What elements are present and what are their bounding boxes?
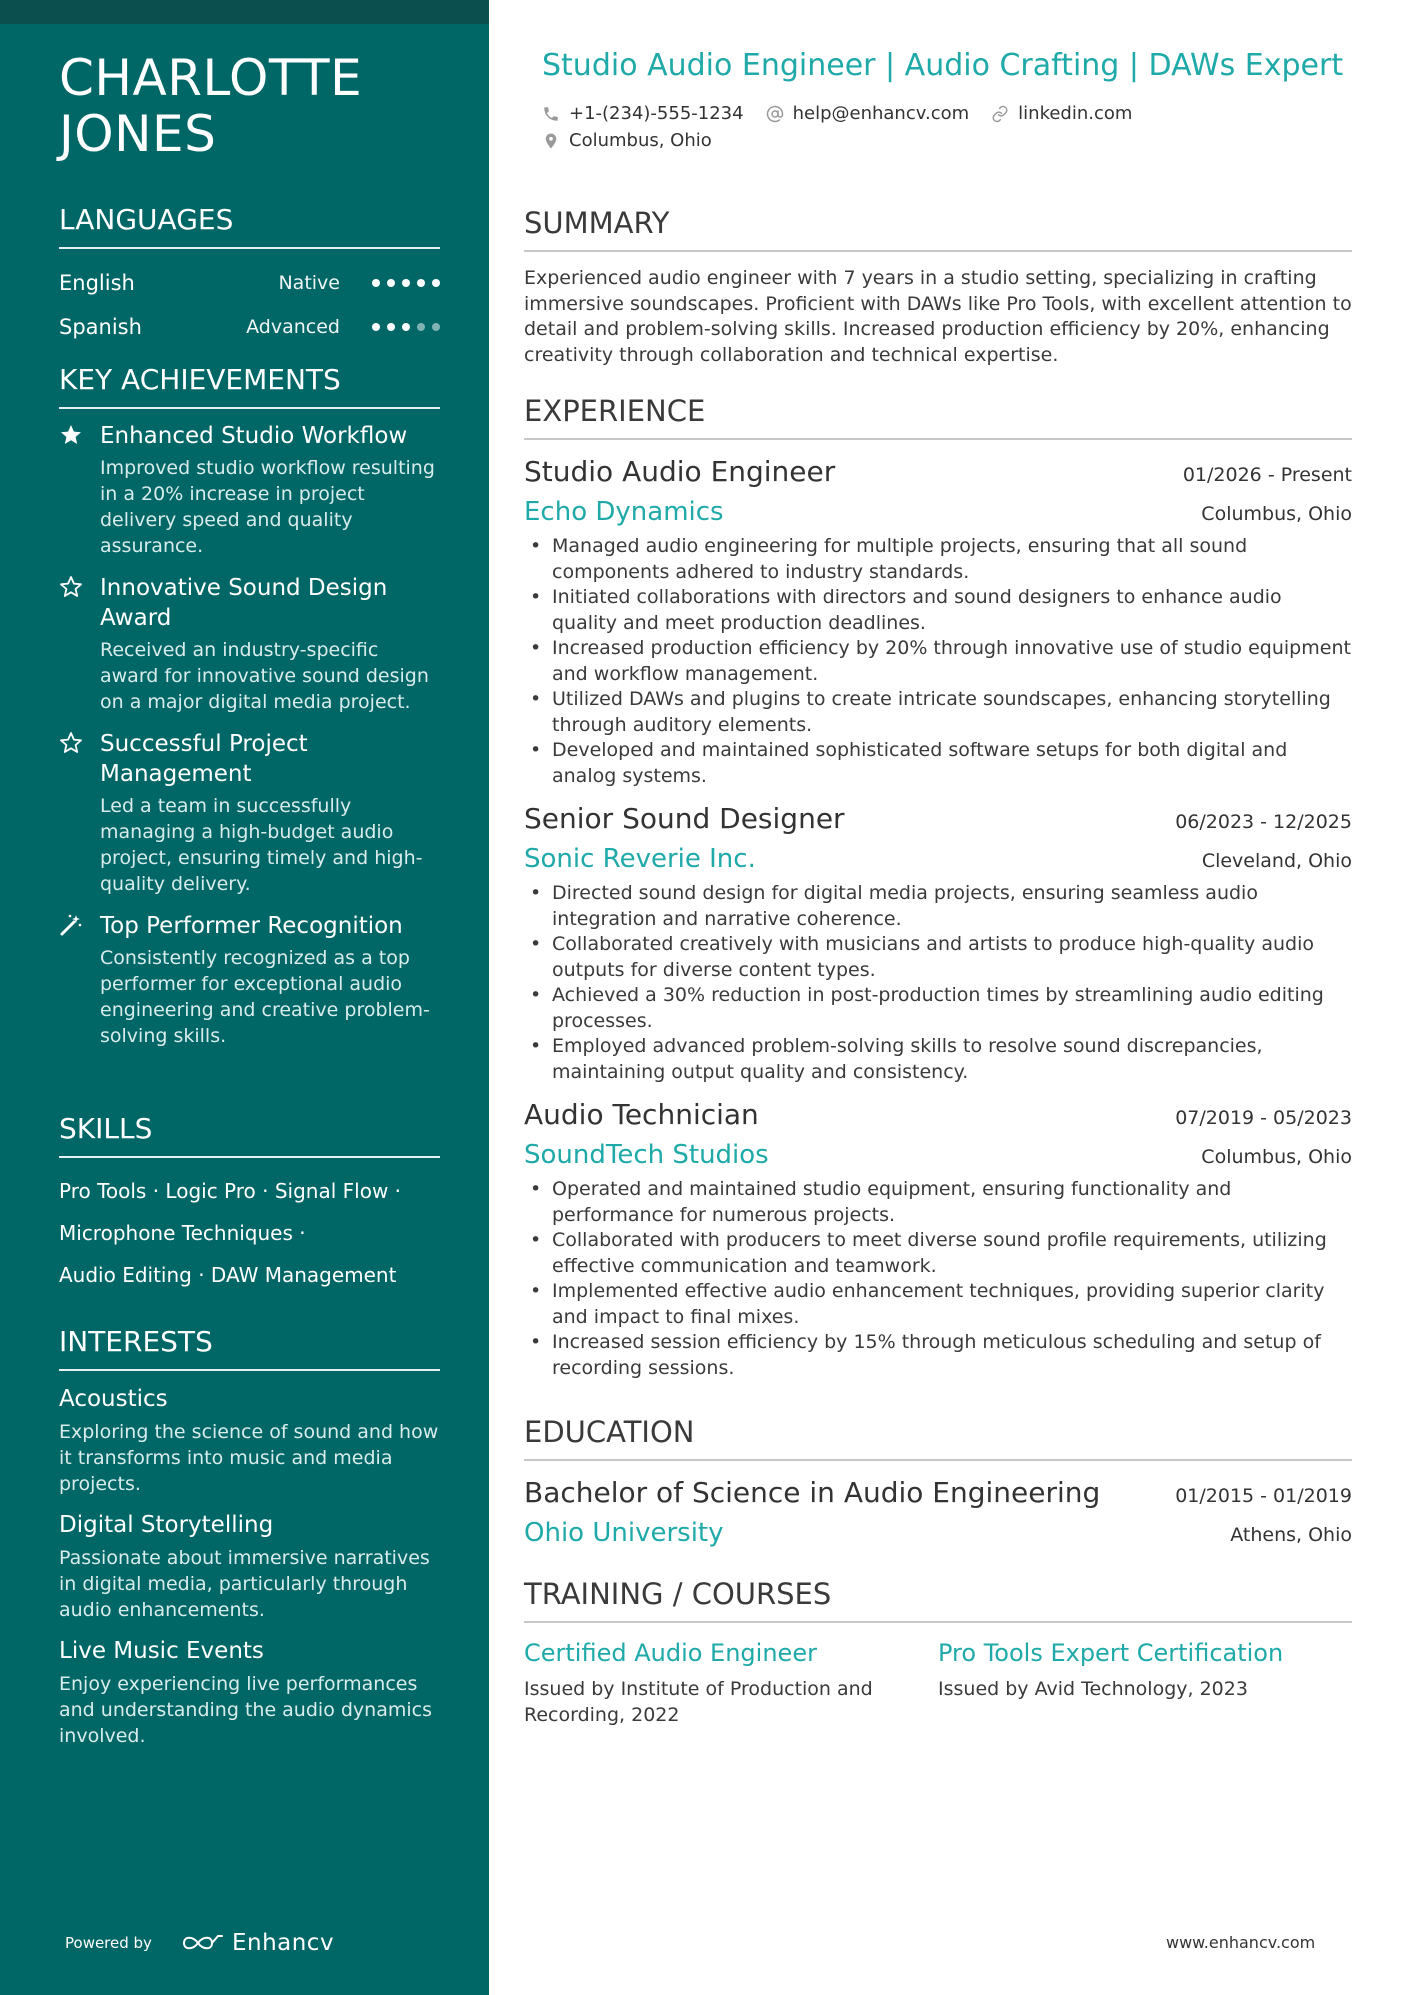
candidate-name: CHARLOTTE JONES bbox=[59, 49, 363, 163]
languages-title: LANGUAGES bbox=[59, 203, 440, 249]
achievement-title: Innovative Sound Design Award bbox=[100, 575, 388, 631]
job-location: Cleveland, Ohio bbox=[1201, 850, 1352, 872]
job-dates: 07/2019 - 05/2023 bbox=[1175, 1107, 1352, 1129]
dot-off bbox=[417, 323, 425, 331]
school-name: Ohio University bbox=[524, 1518, 724, 1548]
achievements-section bbox=[59, 363, 440, 1063]
course-title: Pro Tools Expert Certification bbox=[938, 1639, 1284, 1667]
language-row bbox=[59, 305, 440, 349]
skills-line: Audio Editing · DAW Management bbox=[59, 1263, 397, 1287]
job-title: Studio Audio Engineer bbox=[524, 455, 836, 488]
skills-section bbox=[59, 1112, 440, 1296]
contact-row bbox=[542, 127, 1154, 154]
experience-section bbox=[524, 394, 1352, 1393]
job-bullet: • Achieved a 30% reduction in post-production times by streamlining audio editing processes. bbox=[524, 983, 1352, 1034]
contact-row bbox=[542, 100, 1154, 127]
link-icon bbox=[991, 105, 1009, 123]
job-bullet: • Increased session efficiency by 15% through meticulous scheduling and setup of recording sessions. bbox=[524, 1330, 1352, 1381]
magic-wand-icon bbox=[59, 913, 83, 937]
proficiency-dots bbox=[372, 323, 440, 331]
achievement-item bbox=[59, 421, 440, 559]
achievement-title: Top Performer Recognition bbox=[100, 913, 403, 939]
job-dates: 06/2023 - 12/2025 bbox=[1175, 811, 1352, 833]
proficiency-dots bbox=[372, 279, 440, 287]
job-entry bbox=[524, 454, 1352, 789]
education-section bbox=[524, 1415, 1352, 1551]
skills-line: Microphone Techniques · bbox=[59, 1221, 306, 1245]
languages-section bbox=[59, 203, 440, 349]
interest-desc: Passionate about immersive narratives in digital media, particularly through audio enhancements. bbox=[59, 1547, 430, 1621]
interest-title: Digital Storytelling bbox=[59, 1512, 274, 1538]
education-title: EDUCATION bbox=[524, 1415, 1352, 1461]
job-bullets bbox=[524, 1177, 1352, 1381]
job-title: Audio Technician bbox=[524, 1098, 759, 1131]
star-outline-icon bbox=[59, 731, 83, 755]
job-bullet: • Operated and maintained studio equipment, ensuring functionality and performance for numerous projects. bbox=[524, 1177, 1352, 1228]
powered-by-label: Powered by bbox=[65, 1934, 152, 1952]
contact-info bbox=[542, 100, 1154, 154]
footer-url[interactable]: www.enhancv.com bbox=[1166, 1933, 1316, 1952]
skills-list bbox=[59, 1170, 440, 1296]
star-outline-icon bbox=[59, 575, 83, 599]
degree-title: Bachelor of Science in Audio Engineering bbox=[524, 1476, 1101, 1509]
dot-off bbox=[432, 323, 440, 331]
interest-item bbox=[59, 1383, 440, 1497]
course-desc: Issued by Avid Technology, 2023 bbox=[938, 1678, 1248, 1700]
job-bullet: • Implemented effective audio enhancement techniques, providing superior clarity and impact to final mixes. bbox=[524, 1279, 1352, 1330]
job-company: SoundTech Studios bbox=[524, 1140, 769, 1170]
achievement-desc: Received an industry-specific award for innovative sound design on a major digital media project. bbox=[100, 639, 429, 713]
experience-title: EXPERIENCE bbox=[524, 394, 1352, 440]
language-row bbox=[59, 261, 440, 305]
job-entry bbox=[524, 801, 1352, 1085]
location-item bbox=[542, 130, 712, 151]
job-bullet: • Utilized DAWs and plugins to create intricate soundscapes, enhancing storytelling through auditory elements. bbox=[524, 687, 1352, 738]
language-name: English bbox=[59, 271, 135, 295]
job-title: Senior Sound Designer bbox=[524, 802, 845, 835]
summary-text: Experienced audio engineer with 7 years in a studio setting, specializing in crafting immersive soundscapes. Proficient with DAWs like Pro Tools, with excellent attention to detail and problem-solving skills. Increased production efficiency by 20%, enhancing creativity through collaboration and technical expertise. bbox=[524, 267, 1352, 366]
achievement-item bbox=[59, 911, 440, 1049]
achievement-title: Enhanced Studio Workflow bbox=[100, 423, 408, 449]
dot-on bbox=[417, 279, 425, 287]
dot-on bbox=[372, 279, 380, 287]
powered-by bbox=[65, 1930, 334, 1956]
achievement-desc: Improved studio workflow resulting in a 20% increase in project delivery speed and quality assurance. bbox=[100, 457, 435, 557]
interest-title: Live Music Events bbox=[59, 1638, 264, 1664]
enhancv-logo-text: Enhancv bbox=[231, 1930, 335, 1956]
job-bullet: • Managed audio engineering for multiple projects, ensuring that all sound components adhered to industry standards. bbox=[524, 534, 1352, 585]
interest-item bbox=[59, 1509, 440, 1623]
email-item[interactable] bbox=[766, 103, 970, 124]
job-location: Columbus, Ohio bbox=[1201, 1146, 1352, 1168]
courses-section bbox=[524, 1577, 1352, 1728]
job-bullets bbox=[524, 534, 1352, 789]
dot-on bbox=[387, 323, 395, 331]
interest-desc: Enjoy experiencing live performances and understanding the audio dynamics involved. bbox=[59, 1673, 432, 1747]
dot-on bbox=[387, 279, 395, 287]
job-bullets bbox=[524, 881, 1352, 1085]
courses-title: TRAINING / COURSES bbox=[524, 1577, 1352, 1623]
linkedin-text: linkedin.com bbox=[1018, 103, 1133, 124]
language-level: Advanced bbox=[246, 316, 340, 338]
achievements-title: KEY ACHIEVEMENTS bbox=[59, 363, 440, 409]
job-dates: 01/2026 - Present bbox=[1182, 464, 1352, 486]
course-item bbox=[524, 1637, 938, 1728]
job-bullet: • Employed advanced problem-solving skills to resolve sound discrepancies, maintaining output quality and consistency. bbox=[524, 1034, 1352, 1085]
skills-line: Pro Tools · Logic Pro · Signal Flow · bbox=[59, 1179, 402, 1203]
school-location: Athens, Ohio bbox=[1230, 1524, 1352, 1546]
job-bullet: • Collaborated with producers to meet diverse sound profile requirements, utilizing effective communication and teamwork. bbox=[524, 1228, 1352, 1279]
at-sign-icon bbox=[766, 105, 784, 123]
language-name: Spanish bbox=[59, 315, 142, 339]
job-company: Sonic Reverie Inc. bbox=[524, 844, 756, 874]
interest-item bbox=[59, 1635, 440, 1749]
summary-section bbox=[524, 206, 1352, 368]
job-bullet: • Developed and maintained sophisticated software setups for both digital and analog systems. bbox=[524, 738, 1352, 789]
phone-item[interactable] bbox=[542, 103, 744, 124]
dot-on bbox=[372, 323, 380, 331]
sidebar-top-bar bbox=[0, 0, 489, 24]
summary-title: SUMMARY bbox=[524, 206, 1352, 252]
job-bullet: • Initiated collaborations with directors and sound designers to enhance audio quality and meet production deadlines. bbox=[524, 585, 1352, 636]
course-title: Certified Audio Engineer bbox=[524, 1639, 817, 1667]
language-level: Native bbox=[278, 272, 340, 294]
education-dates: 01/2015 - 01/2019 bbox=[1175, 1485, 1352, 1507]
dot-on bbox=[402, 323, 410, 331]
enhancv-logo-icon bbox=[180, 1932, 224, 1954]
dot-on bbox=[432, 279, 440, 287]
dot-on bbox=[402, 279, 410, 287]
achievement-title: Successful Project Management bbox=[100, 731, 308, 787]
interests-section bbox=[59, 1325, 440, 1761]
skills-title: SKILLS bbox=[59, 1112, 440, 1158]
job-bullet: • Directed sound design for digital media projects, ensuring seamless audio integration and narrative coherence. bbox=[524, 881, 1352, 932]
job-entry bbox=[524, 1097, 1352, 1381]
course-desc: Issued by Institute of Production and Recording, 2022 bbox=[524, 1678, 873, 1726]
linkedin-item[interactable] bbox=[991, 103, 1132, 124]
email-text: help@enhancv.com bbox=[792, 103, 970, 124]
location-pin-icon bbox=[542, 132, 560, 150]
star-filled-icon bbox=[59, 423, 83, 447]
interest-title: Acoustics bbox=[59, 1386, 168, 1412]
interest-desc: Exploring the science of sound and how it transforms into music and media projects. bbox=[59, 1421, 439, 1495]
achievement-desc: Led a team in successfully managing a high-budget audio project, ensuring timely and high-quality delivery. bbox=[100, 795, 423, 895]
achievement-item bbox=[59, 573, 440, 715]
job-location: Columbus, Ohio bbox=[1201, 503, 1352, 525]
location-text: Columbus, Ohio bbox=[569, 130, 712, 151]
phone-text: +1-(234)-555-1234 bbox=[569, 103, 744, 124]
job-company: Echo Dynamics bbox=[524, 497, 724, 527]
phone-icon bbox=[542, 105, 560, 123]
job-bullet: • Collaborated creatively with musicians and artists to produce high-quality audio outputs for diverse content types. bbox=[524, 932, 1352, 983]
achievement-item bbox=[59, 729, 440, 897]
achievement-desc: Consistently recognized as a top performer for exceptional audio engineering and creative problem-solving skills. bbox=[100, 947, 430, 1047]
sidebar bbox=[0, 0, 489, 1995]
interests-title: INTERESTS bbox=[59, 1325, 440, 1371]
job-bullet: • Increased production efficiency by 20% through innovative use of studio equipment and workflow management. bbox=[524, 636, 1352, 687]
headline: Studio Audio Engineer | Audio Crafting | DAWs Expert bbox=[542, 48, 1344, 83]
course-item bbox=[938, 1637, 1352, 1728]
